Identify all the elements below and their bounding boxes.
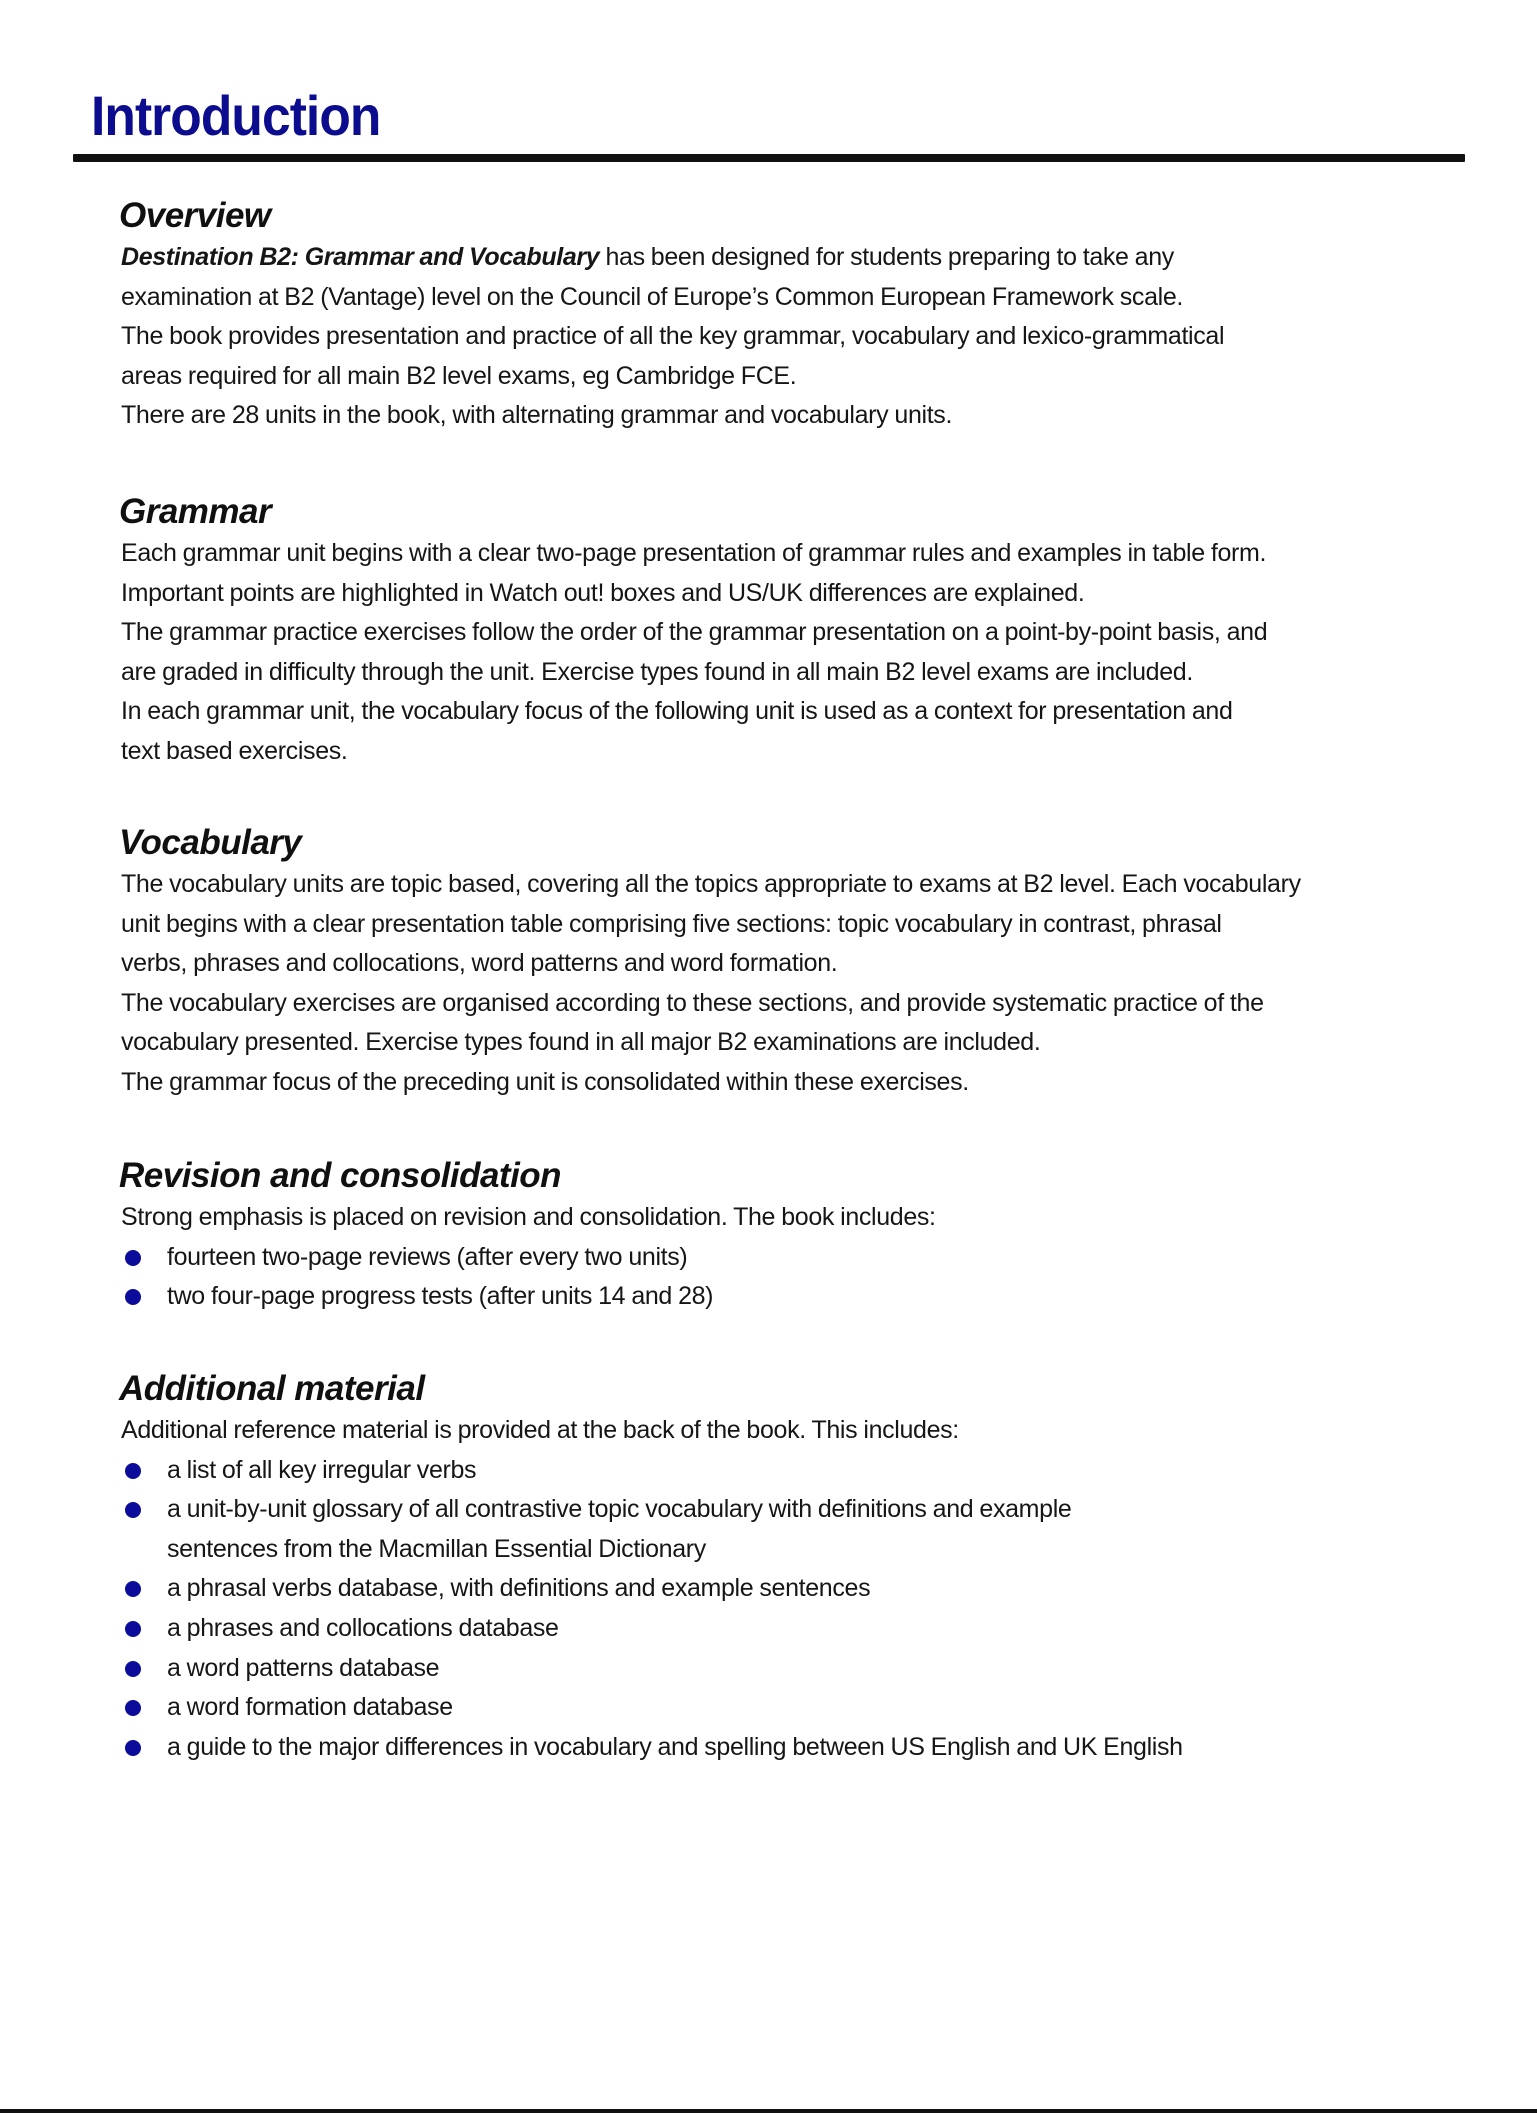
section-heading-additional-material: Additional material [119, 1369, 425, 1408]
section-additional-material [119, 1367, 1459, 1767]
overview-line-1 [119, 238, 1459, 278]
list-item [119, 1609, 1459, 1649]
bullet-dot-icon [125, 1740, 141, 1756]
grammar-line-4: are graded in difficulty through the unit. Exercise types found in all main B2 level exams are included. [121, 657, 1193, 686]
list-item [119, 1451, 1459, 1491]
bullet-dot-icon [125, 1250, 141, 1266]
section-vocabulary [119, 821, 1459, 1103]
grammar-line-6: text based exercises. [121, 736, 348, 765]
list-item [119, 1688, 1459, 1728]
section-heading-vocabulary: Vocabulary [119, 823, 302, 862]
additional-intro: Additional reference material is provided at the back of the book. This includes: [121, 1416, 959, 1444]
overview-line-1-rest: has been designed for students preparing to take any [599, 243, 1174, 271]
bullet-dot-icon [125, 1289, 141, 1305]
additional-bullet-list [119, 1451, 1459, 1768]
vocabulary-line-3: verbs, phrases and collocations, word patterns and word formation. [121, 949, 838, 978]
overview-line-4: areas required for all main B2 level exams, eg Cambridge FCE. [121, 361, 797, 390]
list-item-text: a word formation database [167, 1693, 453, 1722]
grammar-line-1: Each grammar unit begins with a clear two-page presentation of grammar rules and examples in table form. [121, 539, 1267, 567]
list-item-text: a unit-by-unit glossary of all contrastive topic vocabulary with definitions and example sentences from the Macmillan Essential Dictionary [167, 1495, 1072, 1563]
section-grammar [119, 490, 1459, 772]
page-title: Introduction [91, 84, 381, 147]
overview-line-3: The book provides presentation and practice of all the key grammar, vocabulary and lexico-grammatical [121, 322, 1225, 351]
section-revision [119, 1154, 1459, 1317]
section-heading-overview: Overview [119, 196, 271, 235]
list-item [119, 1238, 1459, 1278]
section-heading-grammar: Grammar [119, 492, 272, 531]
revision-bullet-list [119, 1238, 1459, 1317]
list-item-text: a guide to the major differences in vocabulary and spelling between US English and UK English [167, 1732, 1183, 1761]
list-item [119, 1277, 1459, 1317]
vocabulary-line-6: The grammar focus of the preceding unit is consolidated within these exercises. [121, 1067, 969, 1096]
bullet-dot-icon [125, 1621, 141, 1637]
bullet-dot-icon [125, 1581, 141, 1597]
list-item [119, 1490, 1459, 1569]
list-item-text: a list of all key irregular verbs [167, 1455, 477, 1484]
title-divider [73, 154, 1465, 162]
vocabulary-line-2: unit begins with a clear presentation table comprising five sections: topic vocabulary in contrast, phrasal [121, 909, 1222, 938]
overview-line-5: There are 28 units in the book, with alternating grammar and vocabulary units. [121, 401, 953, 430]
section-heading-revision: Revision and consolidation [119, 1156, 562, 1195]
section-overview [119, 194, 1459, 436]
page-bottom-edge [0, 2109, 1537, 2113]
book-title-lead: Destination B2: Grammar and Vocabulary [121, 243, 600, 271]
list-item-text: a phrasal verbs database, with definitions and example sentences [167, 1574, 871, 1603]
bullet-dot-icon [125, 1661, 141, 1677]
grammar-line-3: The grammar practice exercises follow the order of the grammar presentation on a point-by-point basis, and [121, 618, 1268, 647]
list-item-text: a word patterns database [167, 1653, 440, 1682]
list-item-text: two four-page progress tests (after units 14 and 28) [167, 1282, 714, 1311]
revision-intro: Strong emphasis is placed on revision and consolidation. The book includes: [121, 1203, 936, 1231]
list-item [119, 1569, 1459, 1609]
list-item-text: a phrases and collocations database [167, 1613, 559, 1642]
list-item [119, 1728, 1459, 1768]
vocabulary-line-4: The vocabulary exercises are organised according to these sections, and provide systematic practice of the [121, 988, 1264, 1017]
list-item-text: fourteen two-page reviews (after every two units) [167, 1242, 688, 1271]
grammar-line-5: In each grammar unit, the vocabulary focus of the following unit is used as a context for presentation and [121, 697, 1233, 726]
bullet-dot-icon [125, 1502, 141, 1518]
vocabulary-line-5: vocabulary presented. Exercise types found in all major B2 examinations are included. [121, 1028, 1041, 1057]
list-item [119, 1649, 1459, 1689]
bullet-dot-icon [125, 1700, 141, 1716]
grammar-line-2: Important points are highlighted in Watch out! boxes and US/UK differences are explained. [121, 578, 1085, 607]
vocabulary-line-1: The vocabulary units are topic based, covering all the topics appropriate to exams at B2 level. Each vocabulary [121, 870, 1301, 898]
overview-line-2: examination at B2 (Vantage) level on the Council of Europe’s Common European Framework scale. [121, 282, 1183, 311]
bullet-dot-icon [125, 1463, 141, 1479]
